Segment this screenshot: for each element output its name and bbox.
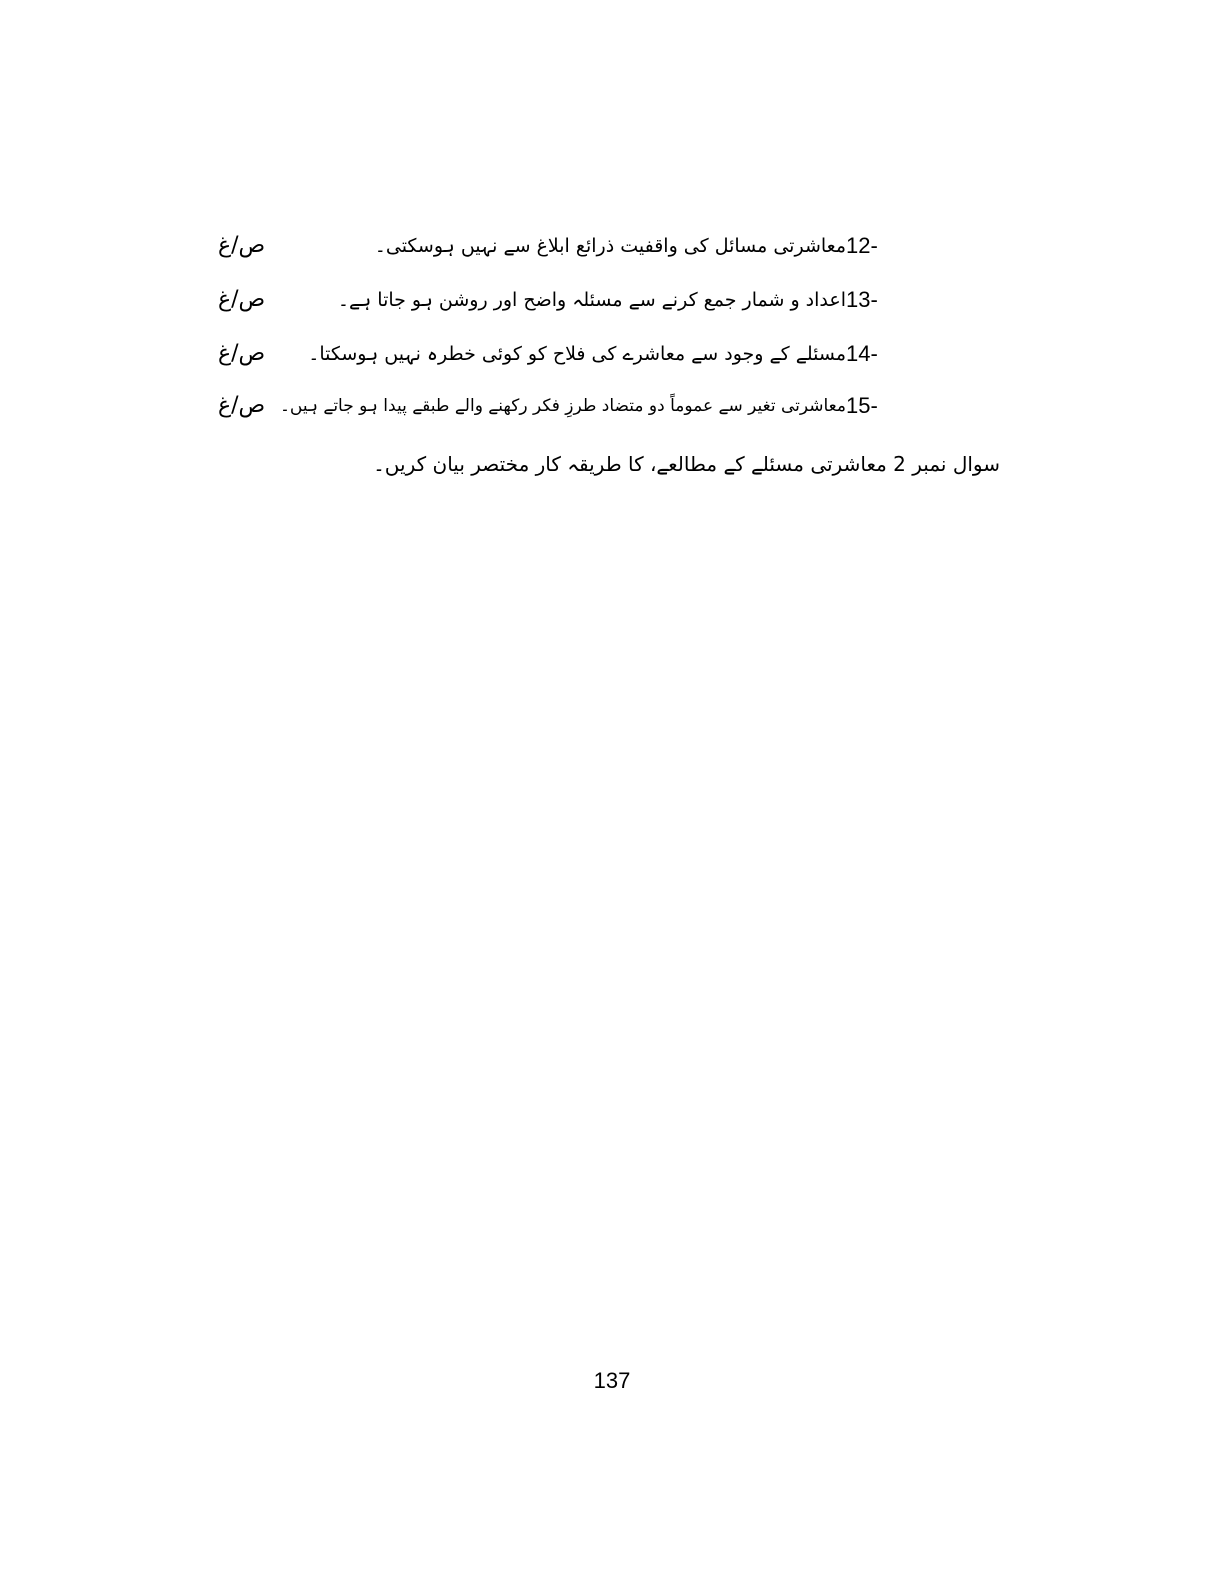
statement-text: معاشرتی مسائل کی واقفیت ذرائع ابلاغ سے نہیں ہوسکتی۔	[374, 235, 846, 257]
statement-item-15	[0, 386, 1224, 426]
statement-text: مسئلے کے وجود سے معاشرے کی فلاح کو کوئی خطرہ نہیں ہوسکتا۔	[308, 343, 846, 365]
true-false-option: ص/غ	[218, 341, 266, 366]
statement-item-14	[0, 334, 1224, 374]
page-number: 137	[593, 1368, 631, 1393]
statement-text: اعداد و شمار جمع کرنے سے مسئلہ واضح اور روشن ہو جاتا ہے۔	[337, 289, 846, 311]
statement-text: معاشرتی تغیر سے عموماً دو متضاد طرزِ فکر رکھنے والے طبقے پیدا ہو جاتے ہیں۔	[279, 396, 846, 416]
statement-number: 14-	[846, 341, 878, 366]
statement-item-13	[0, 280, 1224, 320]
true-false-option: ص/غ	[218, 233, 266, 258]
statement-number: 15-	[846, 393, 878, 418]
statement-number: 12-	[846, 233, 878, 258]
question-heading: سوال نمبر 2 معاشرتی مسئلے کے مطالعے، کا طریقہ کار مختصر بیان کریں۔	[373, 452, 1000, 476]
statement-number: 13-	[846, 287, 878, 312]
true-false-option: ص/غ	[218, 393, 266, 418]
statement-item-12	[0, 226, 1224, 266]
true-false-option: ص/غ	[218, 287, 266, 312]
